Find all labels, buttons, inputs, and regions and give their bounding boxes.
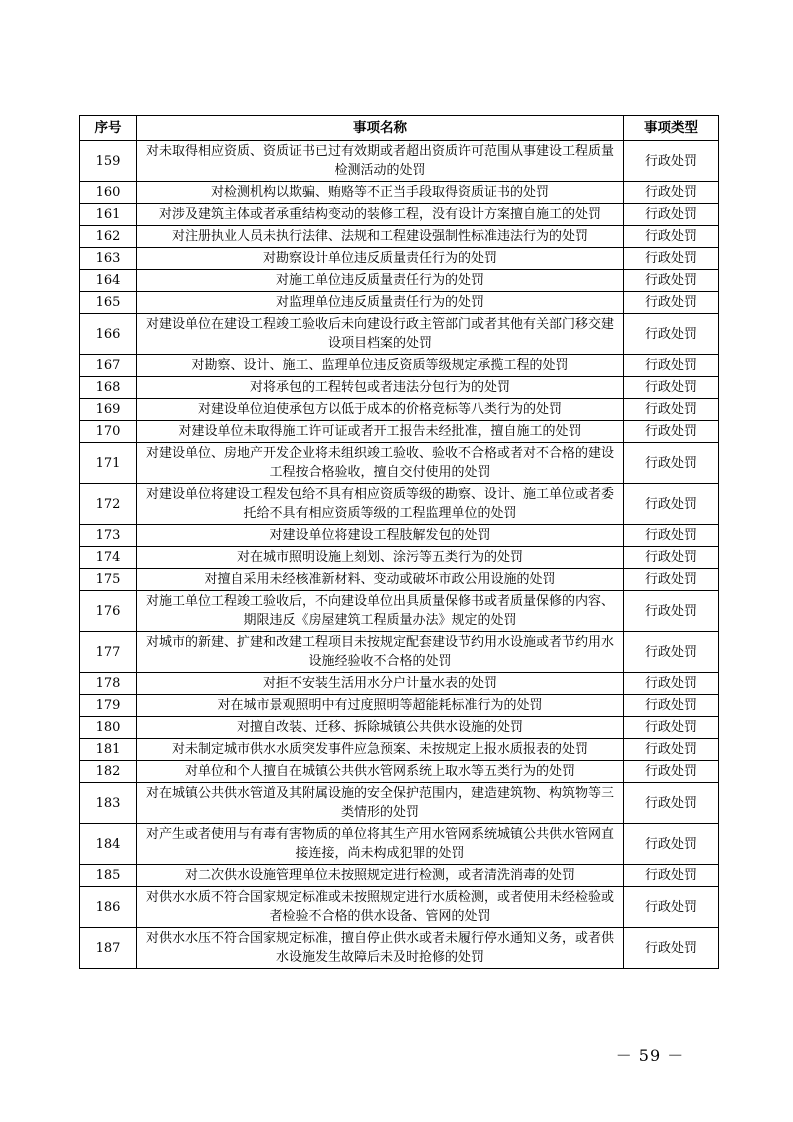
row-num: 186 — [80, 887, 137, 928]
row-name: 对建设单位、房地产开发企业将未组织竣工验收、验收不合格或者对不合格的建设工程按合格验收，擅自交付使用的处罚 — [137, 443, 624, 484]
row-num: 178 — [80, 673, 137, 695]
table-row — [80, 865, 719, 887]
row-num: 161 — [80, 204, 137, 226]
table-row — [80, 739, 719, 761]
table-row — [80, 783, 719, 824]
table-row — [80, 928, 719, 969]
table-row — [80, 717, 719, 739]
header-type: 事项类型 — [624, 116, 719, 141]
table-row — [80, 226, 719, 248]
row-num: 163 — [80, 248, 137, 270]
row-type: 行政处罚 — [624, 421, 719, 443]
row-type: 行政处罚 — [624, 673, 719, 695]
table-header-row — [80, 116, 719, 141]
row-name: 对涉及建筑主体或者承重结构变动的装修工程，没有设计方案擅自施工的处罚 — [137, 204, 624, 226]
row-num: 165 — [80, 292, 137, 314]
row-name: 对产生或者使用与有毒有害物质的单位将其生产用水管网系统城镇公共供水管网直接连接，尚未构成犯罪的处罚 — [137, 824, 624, 865]
row-type: 行政处罚 — [624, 761, 719, 783]
table-row — [80, 547, 719, 569]
row-num: 174 — [80, 547, 137, 569]
table-row — [80, 141, 719, 182]
row-name: 对监理单位违反质量责任行为的处罚 — [137, 292, 624, 314]
header-num: 序号 — [80, 116, 137, 141]
row-type: 行政处罚 — [624, 525, 719, 547]
table-row — [80, 761, 719, 783]
row-num: 170 — [80, 421, 137, 443]
table-row — [80, 887, 719, 928]
row-name: 对在城市照明设施上刻划、涂污等五类行为的处罚 — [137, 547, 624, 569]
row-num: 164 — [80, 270, 137, 292]
row-name: 对擅自改装、迁移、拆除城镇公共供水设施的处罚 — [137, 717, 624, 739]
row-type: 行政处罚 — [624, 355, 719, 377]
row-type: 行政处罚 — [624, 270, 719, 292]
table-row — [80, 204, 719, 226]
table-row — [80, 824, 719, 865]
row-name: 对城市的新建、扩建和改建工程项目未按规定配套建设节约用水设施或者节约用水设施经验收不合格的处罚 — [137, 632, 624, 673]
table-row — [80, 314, 719, 355]
table-row — [80, 569, 719, 591]
table-row — [80, 591, 719, 632]
row-type: 行政处罚 — [624, 783, 719, 824]
row-type: 行政处罚 — [624, 141, 719, 182]
table-row — [80, 182, 719, 204]
row-type: 行政处罚 — [624, 314, 719, 355]
table-row — [80, 377, 719, 399]
row-num: 176 — [80, 591, 137, 632]
row-num: 187 — [80, 928, 137, 969]
row-num: 160 — [80, 182, 137, 204]
row-name: 对建设单位将建设工程发包给不具有相应资质等级的勘察、设计、施工单位或者委托给不具有相应资质等级的工程监理单位的处罚 — [137, 484, 624, 525]
row-type: 行政处罚 — [624, 248, 719, 270]
row-name: 对建设单位迫使承包方以低于成本的价格竞标等八类行为的处罚 — [137, 399, 624, 421]
row-name: 对单位和个人擅自在城镇公共供水管网系统上取水等五类行为的处罚 — [137, 761, 624, 783]
row-num: 185 — [80, 865, 137, 887]
row-type: 行政处罚 — [624, 292, 719, 314]
row-num: 177 — [80, 632, 137, 673]
items-table — [79, 115, 719, 969]
row-name: 对施工单位工程竣工验收后，不向建设单位出具质量保修书或者质量保修的内容、期限违反《房屋建筑工程质量办法》规定的处罚 — [137, 591, 624, 632]
row-name: 对未取得相应资质、资质证书已过有效期或者超出资质许可范围从事建设工程质量检测活动的处罚 — [137, 141, 624, 182]
row-num: 180 — [80, 717, 137, 739]
table-row — [80, 673, 719, 695]
table-row — [80, 421, 719, 443]
row-num: 172 — [80, 484, 137, 525]
row-num: 167 — [80, 355, 137, 377]
table-body — [80, 141, 719, 969]
row-num: 168 — [80, 377, 137, 399]
row-type: 行政处罚 — [624, 865, 719, 887]
row-name: 对建设单位将建设工程肢解发包的处罚 — [137, 525, 624, 547]
row-name: 对建设单位在建设工程竣工验收后未向建设行政主管部门或者其他有关部门移交建设项目档案的处罚 — [137, 314, 624, 355]
row-num: 182 — [80, 761, 137, 783]
page-number: － 59 － — [615, 1046, 685, 1065]
row-num: 166 — [80, 314, 137, 355]
row-type: 行政处罚 — [624, 928, 719, 969]
table-row — [80, 248, 719, 270]
row-type: 行政处罚 — [624, 484, 719, 525]
table-row — [80, 632, 719, 673]
row-type: 行政处罚 — [624, 632, 719, 673]
row-num: 159 — [80, 141, 137, 182]
items-table-container — [79, 115, 718, 969]
row-type: 行政处罚 — [624, 182, 719, 204]
row-name: 对注册执业人员未执行法律、法规和工程建设强制性标准违法行为的处罚 — [137, 226, 624, 248]
row-name: 对未制定城市供水水质突发事件应急预案、未按规定上报水质报表的处罚 — [137, 739, 624, 761]
row-num: 173 — [80, 525, 137, 547]
row-type: 行政处罚 — [624, 443, 719, 484]
row-type: 行政处罚 — [624, 717, 719, 739]
row-name: 对在城镇公共供水管道及其附属设施的安全保护范围内，建造建筑物、构筑物等三类情形的处罚 — [137, 783, 624, 824]
row-type: 行政处罚 — [624, 739, 719, 761]
table-row — [80, 443, 719, 484]
table-row — [80, 484, 719, 525]
row-num: 171 — [80, 443, 137, 484]
row-type: 行政处罚 — [624, 226, 719, 248]
table-row — [80, 292, 719, 314]
row-name: 对建设单位未取得施工许可证或者开工报告未经批准，擅自施工的处罚 — [137, 421, 624, 443]
table-row — [80, 399, 719, 421]
row-type: 行政处罚 — [624, 377, 719, 399]
row-num: 162 — [80, 226, 137, 248]
row-type: 行政处罚 — [624, 591, 719, 632]
row-name: 对拒不安装生活用水分户计量水表的处罚 — [137, 673, 624, 695]
row-num: 175 — [80, 569, 137, 591]
row-num: 184 — [80, 824, 137, 865]
row-name: 对检测机构以欺骗、贿赂等不正当手段取得资质证书的处罚 — [137, 182, 624, 204]
row-name: 对擅自采用未经核准新材料、变动或破坏市政公用设施的处罚 — [137, 569, 624, 591]
row-type: 行政处罚 — [624, 204, 719, 226]
row-name: 对供水水压不符合国家规定标准，擅自停止供水或者未履行停水通知义务，或者供水设施发生故障后未及时抢修的处罚 — [137, 928, 624, 969]
row-name: 对供水水质不符合国家规定标准或未按照规定进行水质检测，或者使用未经检验或者检验不合格的供水设备、管网的处罚 — [137, 887, 624, 928]
table-row — [80, 695, 719, 717]
row-name: 对勘察设计单位违反质量责任行为的处罚 — [137, 248, 624, 270]
table-row — [80, 525, 719, 547]
row-name: 对施工单位违反质量责任行为的处罚 — [137, 270, 624, 292]
table-row — [80, 270, 719, 292]
row-type: 行政处罚 — [624, 695, 719, 717]
row-type: 行政处罚 — [624, 887, 719, 928]
row-type: 行政处罚 — [624, 399, 719, 421]
row-name: 对勘察、设计、施工、监理单位违反资质等级规定承揽工程的处罚 — [137, 355, 624, 377]
row-num: 169 — [80, 399, 137, 421]
row-type: 行政处罚 — [624, 547, 719, 569]
row-num: 179 — [80, 695, 137, 717]
header-name: 事项名称 — [137, 116, 624, 141]
row-name: 对在城市景观照明中有过度照明等超能耗标准行为的处罚 — [137, 695, 624, 717]
row-num: 183 — [80, 783, 137, 824]
row-num: 181 — [80, 739, 137, 761]
row-type: 行政处罚 — [624, 569, 719, 591]
row-type: 行政处罚 — [624, 824, 719, 865]
row-name: 对将承包的工程转包或者违法分包行为的处罚 — [137, 377, 624, 399]
row-name: 对二次供水设施管理单位未按照规定进行检测，或者清洗消毒的处罚 — [137, 865, 624, 887]
table-row — [80, 355, 719, 377]
